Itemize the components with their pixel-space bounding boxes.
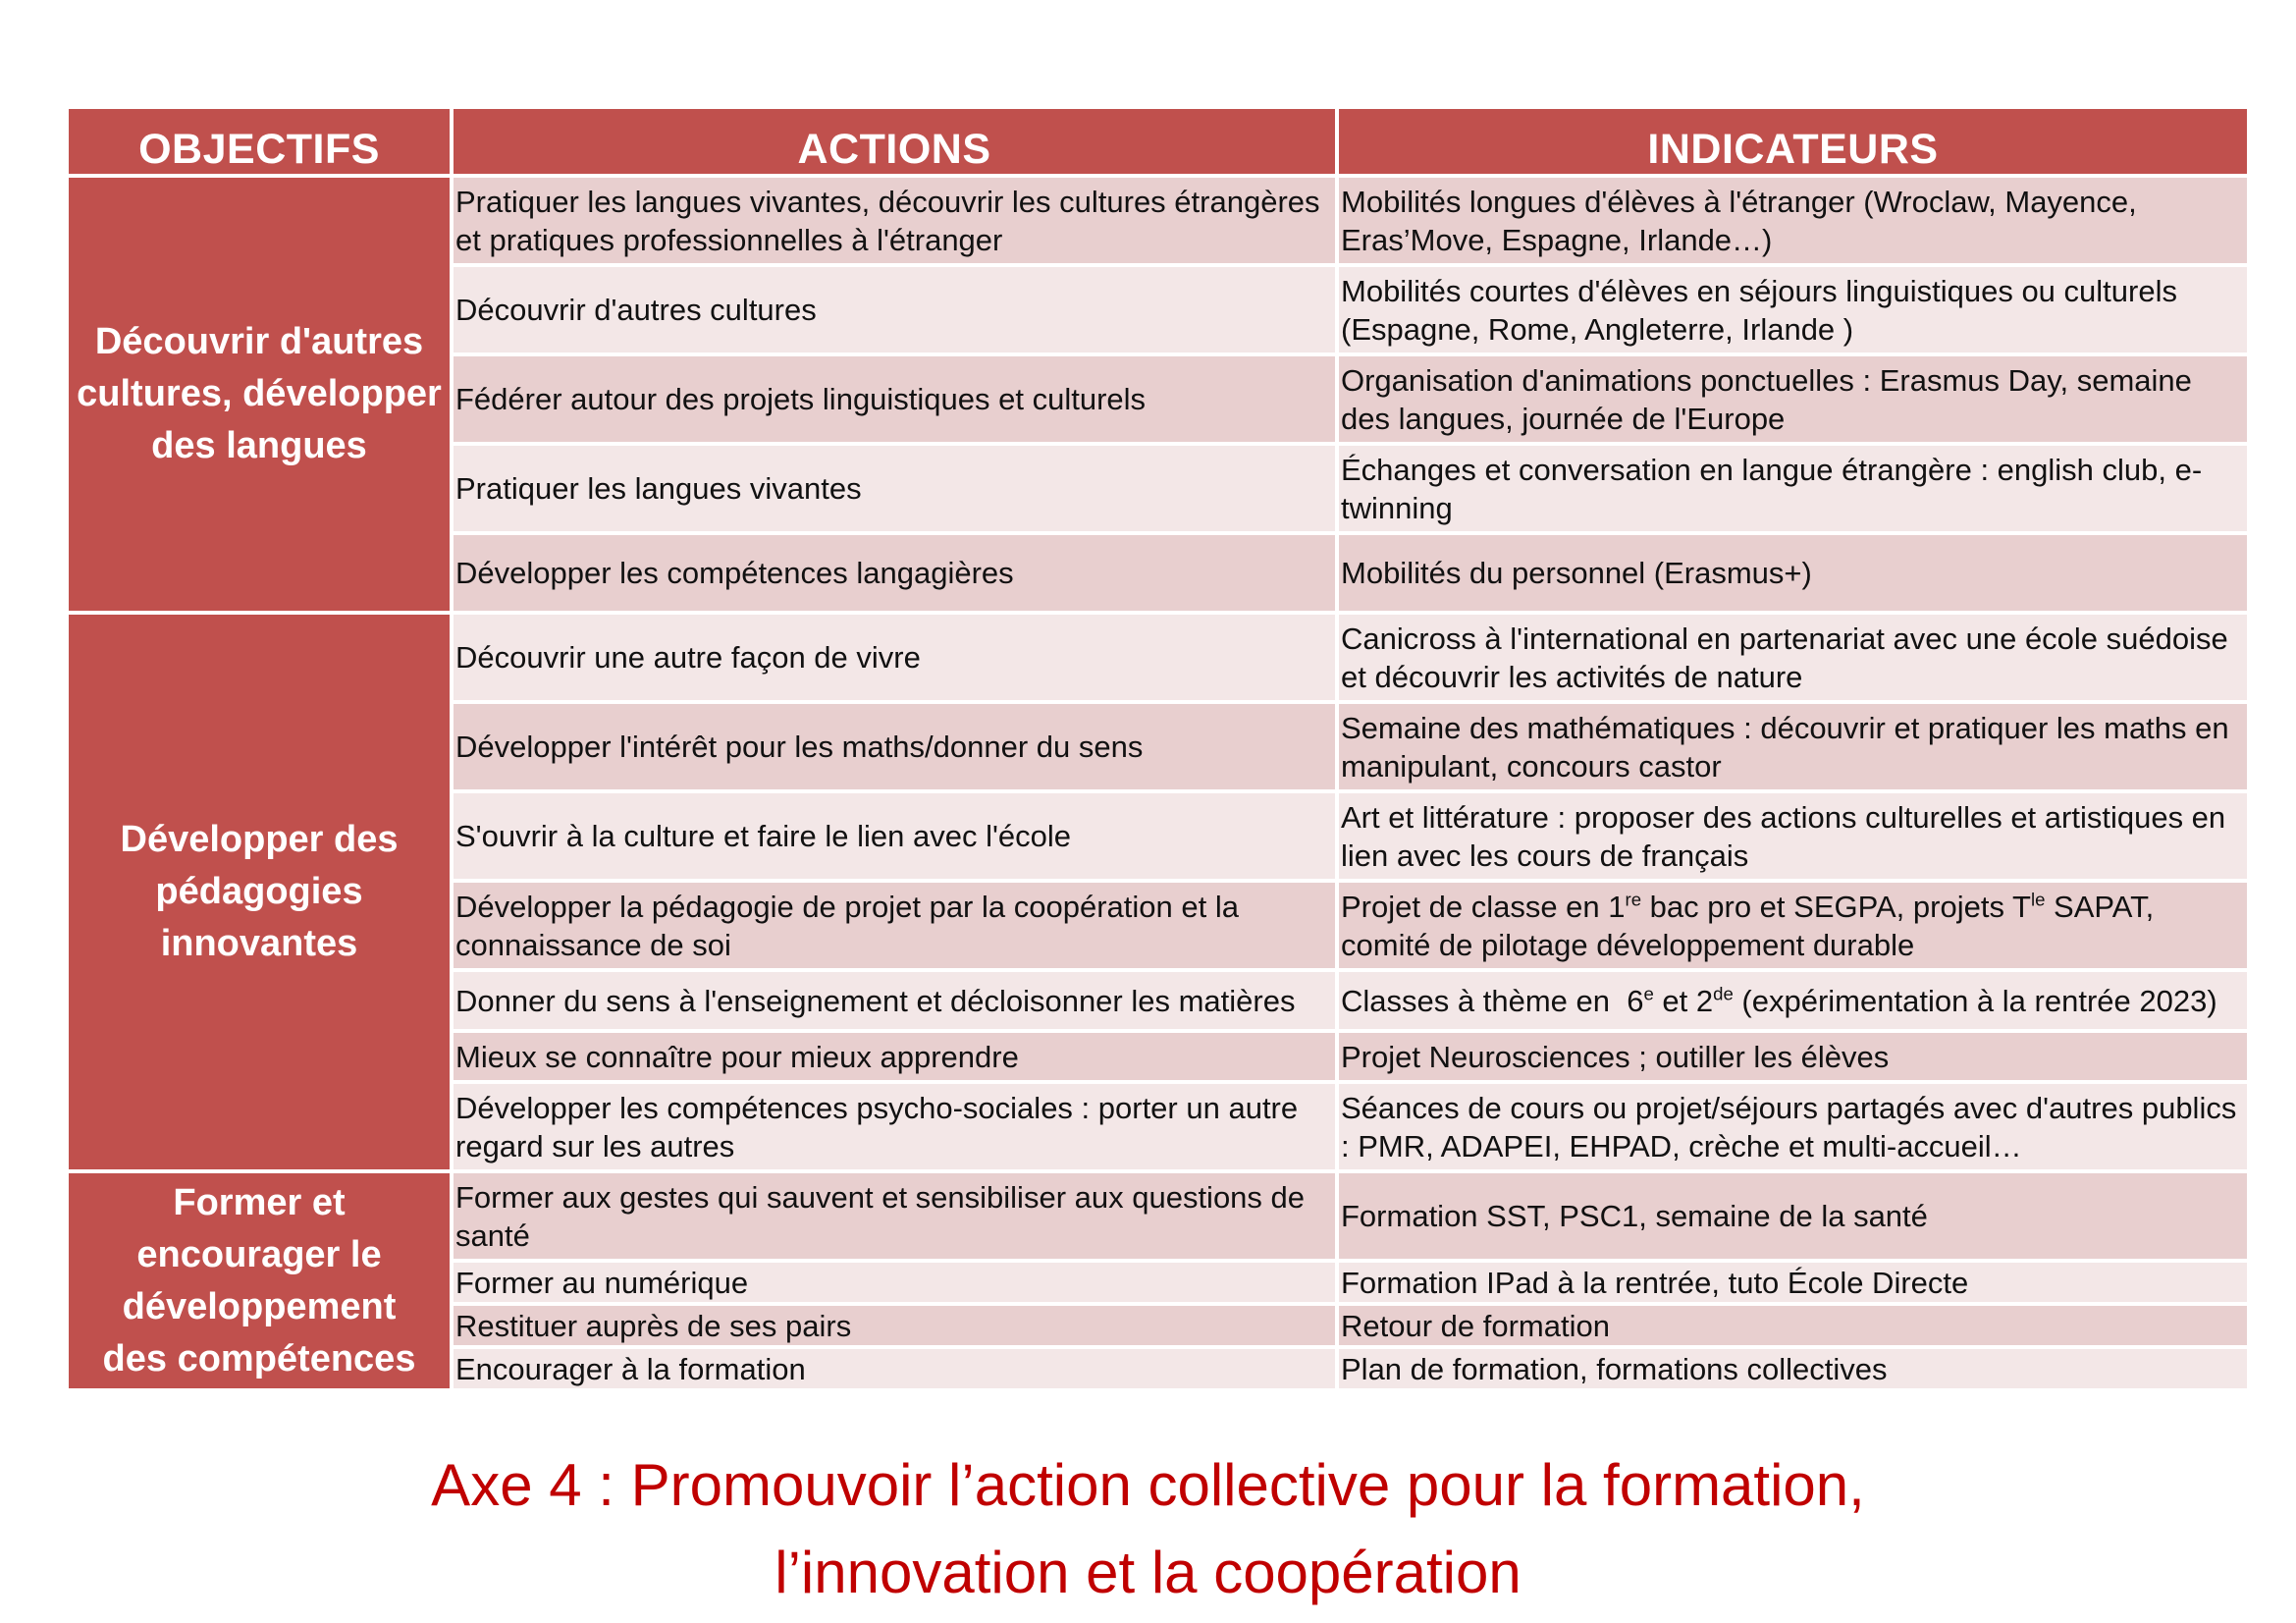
indicator-cell: Formation IPad à la rentrée, tuto École Directe (1339, 1263, 2247, 1302)
header-indicateurs: INDICATEURS (1339, 109, 2247, 174)
action-cell: Pratiquer les langues vivantes (454, 446, 1335, 531)
header-actions: ACTIONS (454, 109, 1335, 174)
axis-table-container (69, 109, 2239, 1388)
indicator-cell: Projet Neurosciences ; outiller les élèves (1339, 1033, 2247, 1080)
indicator-cell: Échanges et conversation en langue étrangère : english club, e-twinning (1339, 446, 2247, 531)
action-cell: Développer la pédagogie de projet par la coopération et la connaissance de soi (454, 883, 1335, 968)
indicator-text-mid: bac pro et SEGPA, projets T (1641, 889, 2031, 924)
superscript: e (1643, 983, 1654, 1004)
action-cell: Mieux se connaître pour mieux apprendre (454, 1033, 1335, 1080)
action-cell: Donner du sens à l'enseignement et décloisonner les matières (454, 972, 1335, 1029)
action-cell: Encourager à la formation (454, 1349, 1335, 1388)
header-objectifs: OBJECTIFS (69, 109, 450, 174)
action-cell: Former aux gestes qui sauvent et sensibiliser aux questions de santé (454, 1173, 1335, 1259)
table-header-row (69, 109, 2247, 174)
indicator-cell: Canicross à l'international en partenariat avec une école suédoise et découvrir les activités de nature (1339, 615, 2247, 700)
action-cell: Pratiquer les langues vivantes, découvrir les cultures étrangères et pratiques professionnelles à l'étranger (454, 178, 1335, 263)
indicator-cell: Organisation d'animations ponctuelles : Erasmus Day, semaine des langues, journée de l'Europe (1339, 356, 2247, 442)
action-cell: Découvrir une autre façon de vivre (454, 615, 1335, 700)
action-cell: Développer les compétences psycho-sociales : porter un autre regard sur les autres (454, 1084, 1335, 1169)
action-cell: Restituer auprès de ses pairs (454, 1306, 1335, 1345)
indicator-text-pre: Classes à thème en 6 (1341, 983, 1644, 1018)
objective-cell: Développer des pédagogies innovantes (69, 615, 450, 1169)
indicator-cell: Mobilités longues d'élèves à l'étranger (Wroclaw, Mayence, Eras’Move, Espagne, Irlande…) (1339, 178, 2247, 263)
indicator-cell: Semaine des mathématiques : découvrir et pratiquer les maths en manipulant, concours castor (1339, 704, 2247, 789)
indicator-cell (1339, 883, 2247, 968)
indicator-cell: Retour de formation (1339, 1306, 2247, 1345)
indicator-text-post: SAPAT, comité de pilotage développement durable (1341, 889, 2155, 962)
indicator-cell: Séances de cours ou projet/séjours partagés avec d'autres publics : PMR, ADAPEI, EHPAD, crèche et multi-accueil… (1339, 1084, 2247, 1169)
table-row (69, 615, 2247, 700)
indicator-cell: Mobilités du personnel (Erasmus+) (1339, 535, 2247, 611)
action-cell: Découvrir d'autres cultures (454, 267, 1335, 352)
superscript: le (2030, 889, 2046, 910)
title-line-1: Axe 4 : Promouvoir l’action collective pour la formation, (431, 1452, 1865, 1518)
page-title (0, 1441, 2296, 1616)
indicator-text-pre: Projet de classe en 1 (1341, 889, 1626, 924)
indicator-cell: Art et littérature : proposer des actions culturelles et artistiques en lien avec les cours de français (1339, 793, 2247, 879)
indicator-text-post: (expérimentation à la rentrée 2023) (1733, 983, 2217, 1018)
action-cell: Former au numérique (454, 1263, 1335, 1302)
objective-cell: Former et encourager le développement des compétences (69, 1173, 450, 1388)
objective-cell: Découvrir d'autres cultures, développer des langues (69, 178, 450, 611)
indicator-cell: Plan de formation, formations collectives (1339, 1349, 2247, 1388)
superscript: re (1625, 889, 1642, 910)
axis-table (65, 105, 2251, 1392)
title-line-2: l’innovation et la coopération (774, 1540, 1522, 1605)
action-cell: Développer les compétences langagières (454, 535, 1335, 611)
action-cell: Fédérer autour des projets linguistiques et culturels (454, 356, 1335, 442)
action-cell: S'ouvrir à la culture et faire le lien avec l'école (454, 793, 1335, 879)
indicator-text-mid: et 2 (1653, 983, 1714, 1018)
superscript: de (1713, 983, 1734, 1004)
table-row (69, 178, 2247, 263)
table-row (69, 1173, 2247, 1259)
indicator-cell: Mobilités courtes d'élèves en séjours linguistiques ou culturels (Espagne, Rome, Angleterre, Irlande ) (1339, 267, 2247, 352)
indicator-cell: Formation SST, PSC1, semaine de la santé (1339, 1173, 2247, 1259)
indicator-cell (1339, 972, 2247, 1029)
action-cell: Développer l'intérêt pour les maths/donner du sens (454, 704, 1335, 789)
